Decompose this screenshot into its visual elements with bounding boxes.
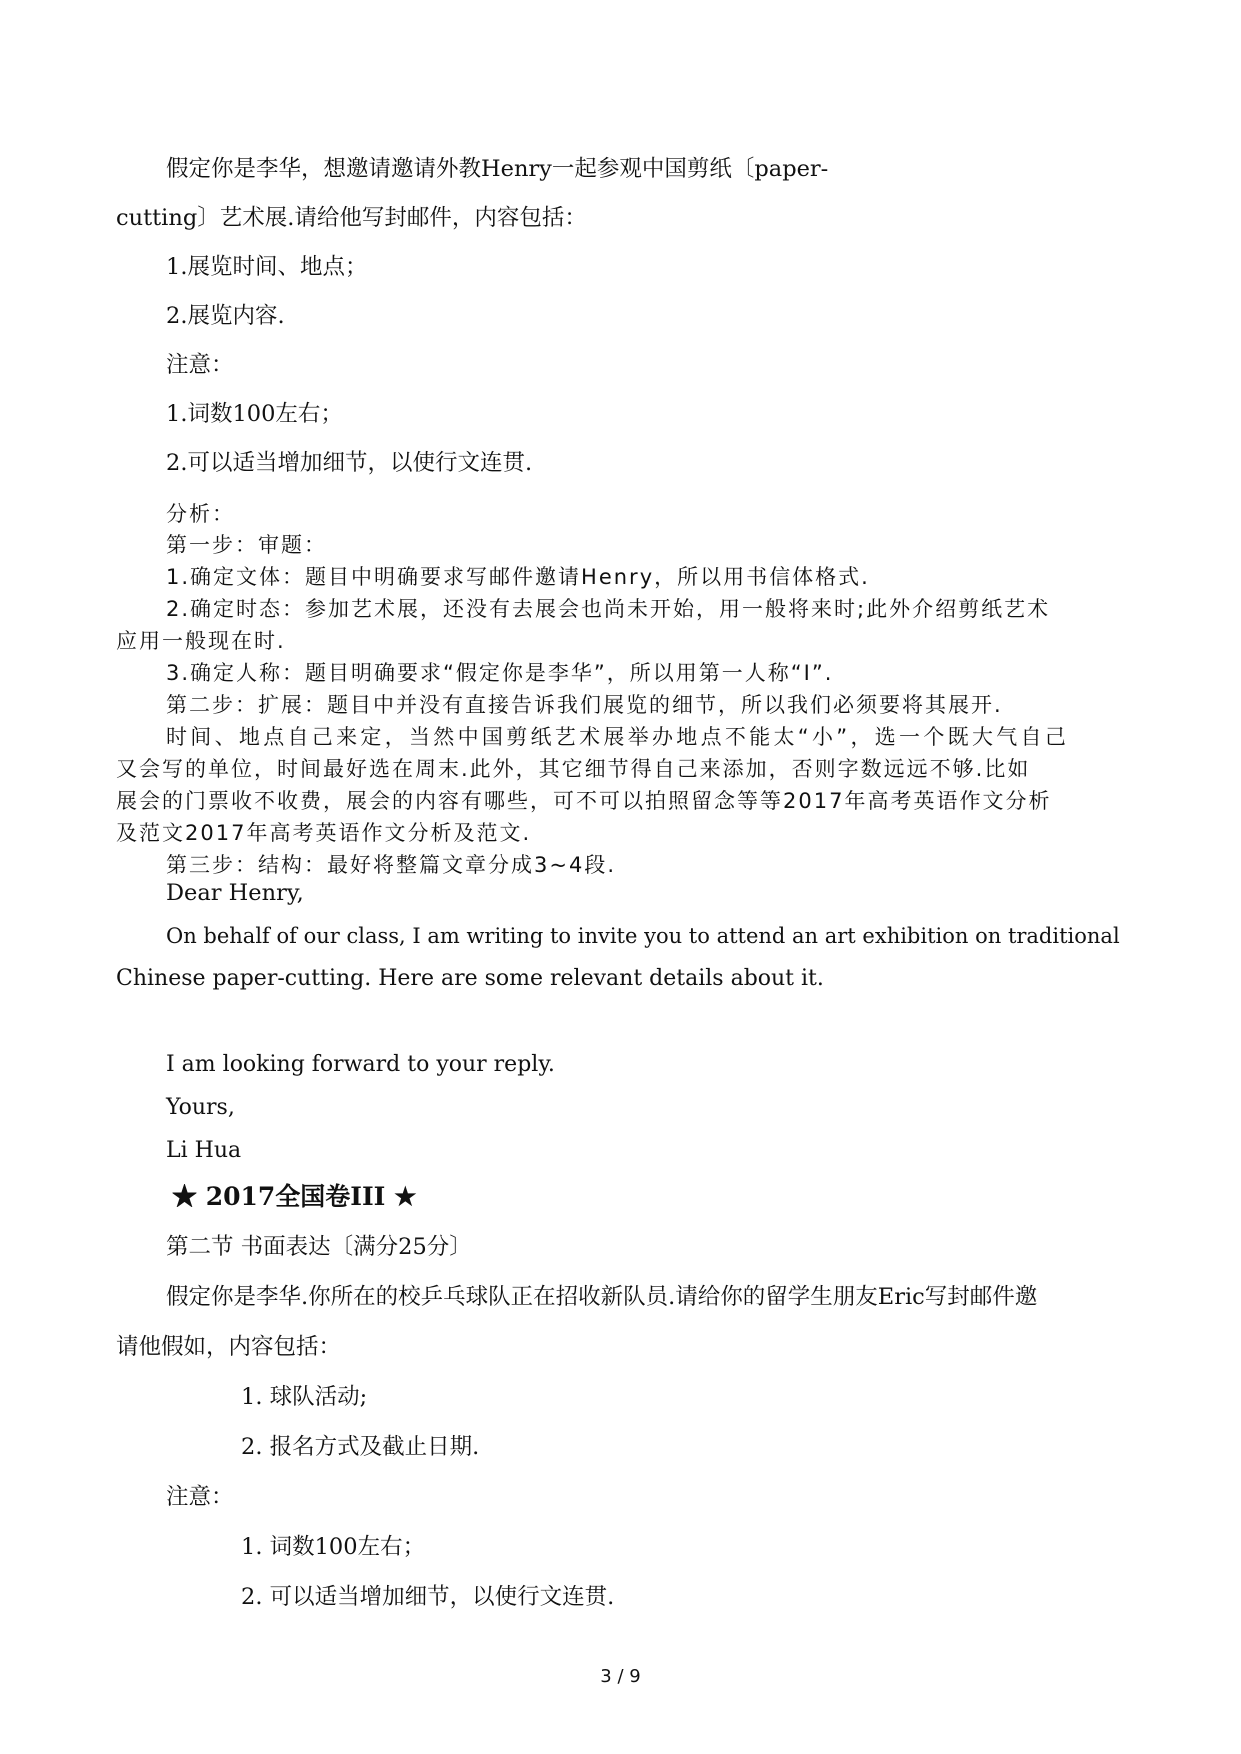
analysis-step3: 第三步：结构：最好将整篇文章分成3~4段. <box>166 853 616 877</box>
analysis-point-2-line2: 应用一般现在时. <box>116 629 286 653</box>
analysis-point-4-line4: 及范文2017年高考英语作文分析及范文. <box>116 821 532 845</box>
section2-requirement-2: 2. 报名方式及截止日期. <box>241 1434 480 1460</box>
task1-requirement-1: 1.展览时间、地点； <box>166 254 368 280</box>
section2-note-2: 2. 可以适当增加细节，以使行文连贯. <box>241 1584 615 1610</box>
analysis-point-4-line3: 展会的门票收不收费，展会的内容有哪些，可不可以拍照留念等等2017年高考英语作文分析 <box>116 789 1052 813</box>
analysis-step2: 第二步：扩展：题目中并没有直接告诉我们展览的细节，所以我们必须要将其展开. <box>166 693 1003 717</box>
letter-sign-off: Yours, <box>166 1095 235 1120</box>
analysis-point-3: 3.确定人称：题目明确要求“假定你是李华”，所以用第一人称“I”. <box>166 661 834 685</box>
page-number: 3 / 9 <box>600 1666 641 1687</box>
letter-closing-line: I am looking forward to your reply. <box>166 1052 555 1077</box>
task1-prompt-line1: 假定你是李华，想邀请邀请外教Henry一起参观中国剪纸〔paper- <box>166 156 829 182</box>
letter-signature: Li Hua <box>166 1138 242 1163</box>
section2-notice-label: 注意： <box>166 1484 234 1510</box>
section2-title: ★ 2017全国卷III ★ <box>172 1182 417 1211</box>
task1-note-1: 1.词数100左右； <box>166 401 343 427</box>
section2-prompt-line1: 假定你是李华.你所在的校乒乓球队正在招收新队员.请给你的留学生朋友Eric写封邮件邀 <box>166 1284 1038 1310</box>
analysis-heading: 分析： <box>166 502 235 526</box>
section2-prompt-line2: 请他假如，内容包括： <box>116 1334 342 1360</box>
letter-body-line2: Chinese paper-cutting. Here are some relevant details about it. <box>116 966 824 991</box>
analysis-step1: 第一步：审题： <box>166 533 327 557</box>
task1-prompt-line2: cutting〕艺术展.请给他写封邮件，内容包括： <box>116 205 587 231</box>
letter-greeting: Dear Henry, <box>166 880 304 906</box>
analysis-point-1: 1.确定文体：题目中明确要求写邮件邀请Henry，所以用书信体格式. <box>166 565 870 589</box>
section2-note-1: 1. 词数100左右； <box>241 1534 426 1560</box>
analysis-point-2-line1: 2.确定时态：参加艺术展，还没有去展会也尚未开始，用一般将来时;此外介绍剪纸艺术 <box>166 597 1051 621</box>
section2-requirement-1: 1. 球队活动; <box>241 1384 368 1410</box>
letter-body-line1: On behalf of our class, I am writing to invite you to attend an art exhibition on traditional <box>166 924 1120 948</box>
analysis-point-4-line2: 又会写的单位，时间最好选在周末.此外，其它细节得自己来添加，否则字数远远不够.比如 <box>116 757 1031 781</box>
task1-notice-label: 注意： <box>166 352 234 378</box>
section2-subtitle: 第二节 书面表达〔满分25分〕 <box>166 1234 472 1260</box>
task1-note-2: 2.可以适当增加细节，以使行文连贯. <box>166 450 533 476</box>
task1-requirement-2: 2.展览内容. <box>166 303 285 329</box>
analysis-point-4-line1: 时间、地点自己来定，当然中国剪纸艺术展举办地点不能太“小”，选一个既大气自己 <box>166 725 1070 749</box>
